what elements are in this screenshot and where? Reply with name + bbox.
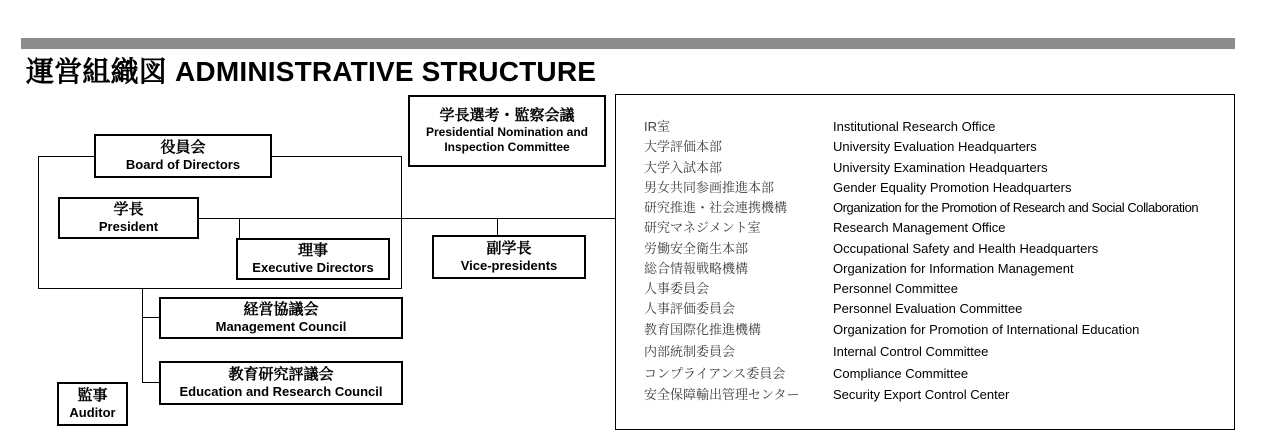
nomination-committee-jp: 学長選考・監察会議 xyxy=(439,107,575,124)
board-of-directors-box xyxy=(94,134,272,178)
connector-councils-trunk xyxy=(142,288,143,383)
org-jp: 人事評価委員会 xyxy=(644,301,736,316)
org-en: Institutional Research Office xyxy=(833,119,996,134)
president-box xyxy=(58,197,199,239)
connector-executive-vertical xyxy=(239,218,240,240)
org-en: Personnel Committee xyxy=(833,281,958,296)
vice-presidents-jp: 副学長 xyxy=(486,240,532,257)
connector-president-horizontal xyxy=(198,218,615,219)
org-en: University Evaluation Headquarters xyxy=(833,139,1037,154)
nomination-committee-en: Presidential Nomination and Inspection Committee xyxy=(425,125,589,154)
org-jp: 内部統制委員会 xyxy=(644,344,736,359)
executive-directors-jp: 理事 xyxy=(297,242,328,259)
org-jp: 人事委員会 xyxy=(644,281,710,296)
education-research-council-jp: 教育研究評議会 xyxy=(228,366,334,383)
president-jp: 学長 xyxy=(113,201,144,218)
org-jp: 大学入試本部 xyxy=(644,160,723,175)
org-en: Organization for Promotion of International Education xyxy=(833,322,1140,337)
auditor-box xyxy=(57,382,128,426)
org-jp: IR室 xyxy=(644,119,671,134)
org-jp: 教育国際化推進機構 xyxy=(644,322,762,337)
management-council-jp: 経営協議会 xyxy=(243,301,319,318)
connector-board-group-left xyxy=(38,156,39,289)
management-council-en: Management Council xyxy=(215,319,347,334)
connector-vice-vertical xyxy=(497,218,498,236)
org-jp: 総合情報戦略機構 xyxy=(644,261,749,276)
executive-directors-box xyxy=(236,238,390,280)
org-jp: 安全保障輸出管理センター xyxy=(644,387,800,402)
education-research-council-en: Education and Research Council xyxy=(179,384,383,399)
org-jp: コンプライアンス委員会 xyxy=(644,366,786,381)
org-jp: 労働安全衛生本部 xyxy=(644,241,749,256)
org-en: Research Management Office xyxy=(833,220,1006,235)
vice-presidents-box xyxy=(432,235,586,279)
org-en: Internal Control Committee xyxy=(833,344,989,359)
page-title: 運営組織図 ADMINISTRATIVE STRUCTURE xyxy=(26,56,597,87)
president-en: President xyxy=(98,219,159,234)
management-council-box xyxy=(159,297,403,339)
org-jp: 大学評価本部 xyxy=(644,139,723,154)
connector-management-branch xyxy=(142,317,159,318)
auditor-en: Auditor xyxy=(69,405,116,420)
connector-board-group-bottom xyxy=(38,288,402,289)
org-jp: 男女共同参画推進本部 xyxy=(644,180,775,195)
executive-directors-en: Executive Directors xyxy=(252,260,374,275)
nomination-committee-box xyxy=(408,95,606,167)
org-jp: 研究推進・社会連携機構 xyxy=(644,200,788,215)
org-jp: 研究マネジメント室 xyxy=(644,220,761,235)
board-of-directors-en: Board of Directors xyxy=(125,157,241,172)
organizations-panel xyxy=(615,94,1235,430)
org-en: Security Export Control Center xyxy=(833,387,1010,402)
org-en: Personnel Evaluation Committee xyxy=(833,301,1023,316)
org-en: Occupational Safety and Health Headquarters xyxy=(833,241,1099,256)
connector-board-group-right xyxy=(401,156,402,289)
auditor-jp: 監事 xyxy=(77,387,108,404)
org-en: Organization for Information Management xyxy=(833,261,1074,276)
org-en: University Examination Headquarters xyxy=(833,160,1048,175)
board-of-directors-jp: 役員会 xyxy=(160,139,206,156)
connector-education-branch xyxy=(142,382,159,383)
education-research-council-box xyxy=(159,361,403,405)
vice-presidents-en: Vice-presidents xyxy=(460,258,558,273)
header-bar xyxy=(21,38,1235,49)
org-en: Compliance Committee xyxy=(833,366,969,381)
org-en: Gender Equality Promotion Headquarters xyxy=(833,180,1072,195)
org-en: Organization for the Promotion of Research and Social Collaboration xyxy=(833,200,1199,215)
